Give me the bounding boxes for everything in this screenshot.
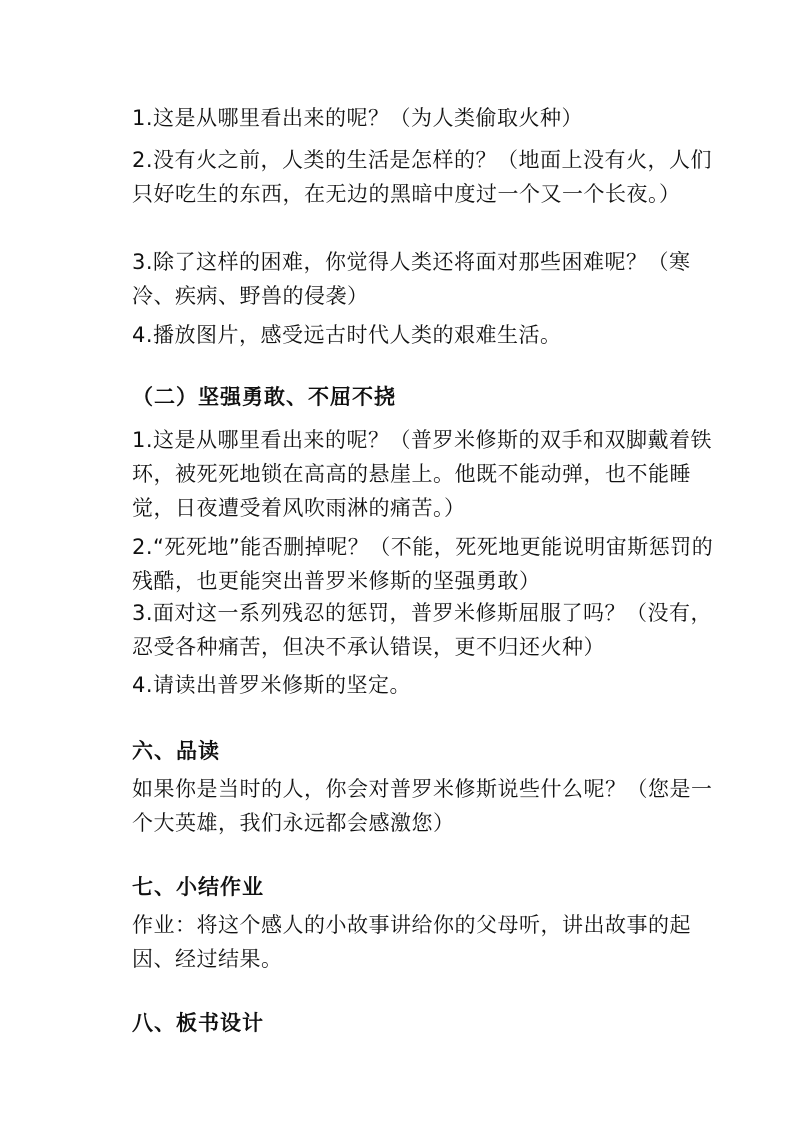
paragraph-s2-q2: 2.“死死地”能否删掉呢？（不能，死死地更能说明宙斯惩罚的残酷，也更能突出普罗米修斯的坚强勇敢） bbox=[132, 535, 714, 593]
paragraph-s1-q4: 4.播放图片，感受远古时代人类的艰难生活。 bbox=[132, 323, 562, 347]
paragraph-s6: 如果你是当时的人，你会对普罗米修斯说些什么呢？（您是一个大英雄，我们永远都会感激您） bbox=[132, 777, 713, 835]
paragraph-s1-q1: 1.这是从哪里看出来的呢？（为人类偷取火种） bbox=[132, 106, 584, 130]
section-heading-8: 八、板书设计 bbox=[132, 1011, 264, 1035]
section-heading-2: （二）坚强勇敢、不屈不挠 bbox=[132, 385, 396, 409]
paragraph-s1-q3: 3.除了这样的困难，你觉得人类还将面对那些困难呢？（寒冷、疾病、野兽的侵袭） bbox=[132, 250, 691, 308]
paragraph-s2-q3: 3.面对这一系列残忍的惩罚，普罗米修斯屈服了吗？（没有，忍受各种痛苦，但决不承认错误，更不归还火种） bbox=[132, 601, 713, 659]
paragraph-s1-q2: 2.没有火之前，人类的生活是怎样的？（地面上没有火，人们只好吃生的东西，在无边的黑暗中度过一个又一个长夜。） bbox=[132, 148, 713, 206]
paragraph-s7: 作业：将这个感人的小故事讲给你的父母听，讲出故事的起因、经过结果。 bbox=[132, 913, 691, 971]
section-heading-6: 六、品读 bbox=[132, 739, 220, 763]
paragraph-s2-q4: 4.请读出普罗米修斯的坚定。 bbox=[132, 673, 412, 697]
paragraph-s2-q1: 1.这是从哪里看出来的呢？（普罗米修斯的双手和双脚戴着铁环，被死死地锁在高高的悬崖上。他既不能动弹，也不能睡觉，日夜遭受着风吹雨淋的痛苦。） bbox=[132, 428, 713, 520]
section-heading-7: 七、小结作业 bbox=[132, 875, 264, 899]
